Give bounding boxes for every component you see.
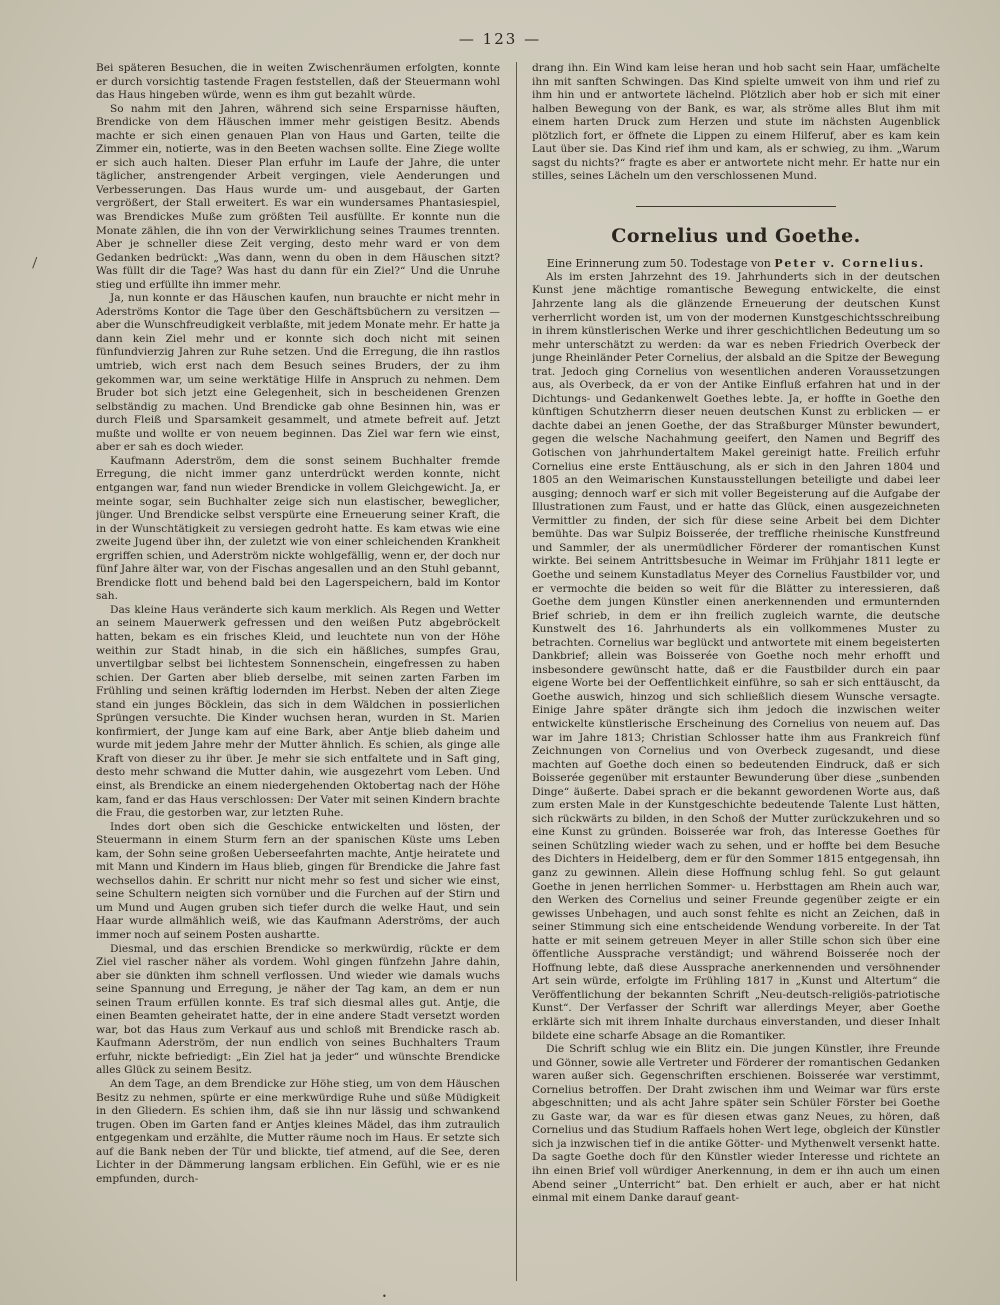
left-paragraph-8: An dem Tage, an dem Brendicke zur Höhe stieg, um von dem Häuschen Besitz zu nehmen, spürte er eine merkwürdige Ruhe und süße Müdigkeit in den Gliedern. Es schien ihm, daß sie ihn nur lässig und schwankend trugen. Oben im Garten fand er Antjes kleines Mädel, das ihm zutraulich entgegenkam und erzählte, die Mutter räume noch im Haus. Er setzte sich auf die Bank neben der Tür und blickte, tief atmend, auf die See, deren Lichter in der Dämmerung langsam erblichen. Ein Gefühl, wie er es nie empfunden, durch- (96, 1078, 500, 1185)
left-paragraph-7: Diesmal, und das erschien Brendicke so merkwürdig, rückte er dem Ziel viel rascher näher als vordem. Wohl gingen fünfzehn Jahre dahin, aber sie dünkten ihm schnell verflossen. Und wieder wie damals wuchs seine Spannung und Erregung, je näher der Tag kam, an dem er nun seinen Traum erfüllen konnte. Es traf sich diesmal alles gut. Antje, die einen Beamten geheiratet hatte, der in eine andere Stadt versetzt worden war, bot das Haus zum Verkauf aus und schloß mit Brendicke rasch ab. Kaufmann Aderström, der nun endlich von seines Buchhalters Traum erfuhr, nickte befriedigt: „Ein Ziel hat ja jeder“ und wünschte Brendicke alles Glück zu seinem Besitz. (96, 942, 500, 1077)
article-subtitle (532, 257, 940, 271)
right-column (532, 62, 940, 1271)
section-divider (636, 206, 836, 207)
article-paragraph-1: Als im ersten Jahrzehnt des 19. Jahrhunderts sich in der deutschen Kunst jene mächtige romantische Bewegung entwickelte, die einst Jahrzente lang als die glänzende Erneuerung der deutschen Kunst verherrlicht worden ist, um von der modernen Kunstgeschichtsschreibung in ihrem künstlerischen Werke und ihrer geschichtlichen Bedeutung um so mehr unterschätzt zu werden: da war es neben Friedrich Overbeck der junge Rheinländer Peter Cornelius, der alsbald an die Spitze der Bewegung trat. Jedoch ging Cornelius von wesentlichen anderen Voraussetzungen aus, als Overbeck, da er von der Antike Einfluß erfahren hat und in der Dichtungs- und Gedankenwelt Goethes lebte. Ja, er hoffte in Goethe den künftigen Schutzherrn dieser neuen deutschen Kunst zu erblicken — er dachte dabei an jenen Goethe, der das Straßburger Münster bewundert, gegen die welsche Nachahmung geeifert, den Namen und Begriff des Gotischen von jahrhundertaltem Makel gereinigt hatte. Freilich erfuhr Cornelius eine erste Enttäuschung, als er sich in den Jahren 1804 und 1805 an den Weimarischen Kunstausstellungen beteiligte und dabei leer ausging; dennoch warf er sich mit voller Begeisterung auf die Aufgabe der Illustrationen zum Faust, und er hatte das Glück, einen ausgezeichneten Vermittler zu finden, der sich für diese seine Arbeit bei dem Dichter bemühte. Das war Sulpiz Boisserée, der treffliche rheinische Kunstfreund und Sammler, der als unermüdlicher Förderer der romantischen Kunst wirkte. Bei seinem Antrittsbesuche in Weimar im Frühjahr 1811 legte er Goethe und seinem Kunstadlatus Meyer des Cornelius Faustbilder vor, und er vermochte die beiden so weit für die Blätter zu interessieren, daß Goethe dem jungen Künstler einen anerkennenden und ermunternden Brief schrieb, in dem er ihn freilich zugleich warnte, die deutsche Kunstwelt des 16. Jahrhunderts als ein vollkommenes Muster zu betrachten. Cornelius war beglückt und antwortete mit einem begeisterten Dankbrief; allein was Boisserée von Goethe noch mehr erhofft und insbesondere gewünscht hatte, daß er die Faustbilder durch ein paar eigene Worte bei der Oeffentlichkeit einführe, so sah er sich enttäuscht, da Goethe auswich, hinzog und sich schließlich diesem Wunsche versagte. Einige Jahre später drängte sich ihm jedoch die inzwischen weiter entwickelte künstlerische Erscheinung des Cornelius von neuem auf. Das war im Jahre 1813; Christian Schlosser hatte ihm aus Frankreich fünf Zeichnungen von Cornelius und von Overbeck zugesandt, und diese machten auf Goethe doch einen so bedeutenden Eindruck, daß er sich Boisserée gegenüber mit erstaunter Bewunderung über diese „sunbenden Dinge“ äußerte. Dabei sprach er die bekannt gewordenen Worte aus, daß zum ersten Male in der Kunstgeschichte bedeutende Talente Lust hätten, sich rückwärts zu bilden, in den Schoß der Mutter zurückzukehren und so eine Kunst zu gründen. Boisserée war froh, das Interesse Goethes für seinen Schützling wieder wach zu sehen, und er hoffte bei dem Besuche des Dichters in Heidelberg, dem er für den Sommer 1815 entgegensah, ihn ganz zu gewinnen. Allein diese Hoffnung schlug fehl. So gut gelaunt Goethe in jenen herrlichen Sommer- u. Herbsttagen am Rhein auch war, den Werken des Cornelius und seiner Freunde gegenüber zeigte er ein gewisses Unbehagen, und auch sonst fehlte es nicht an Zeichen, daß in seiner Stimmung sich eine entscheidende Wendung vorbereite. In der Tat hatte er mit seinem getreuen Meyer in aller Stille schon sich über eine öffentliche Aussprache verständigt; und während Boisserée noch der Hoffnung lebte, daß diese Aussprache anerkennenden und versöhnender Art sein würde, erfolgte im Frühling 1817 in „Kunst und Altertum“ die Veröffentlichung der bekannten Schrift „Neu-deutsch-religiös-patriotische Kunst“. Der Verfasser der Schrift war allerdings Meyer, aber Goethe erklärte sich mit ihrem Inhalte durchaus einverstanden, und dieser Inhalt bildete eine scharfe Absage an die Romantiker. (532, 270, 940, 1042)
article-author: Peter v. Cornelius. (774, 256, 926, 270)
left-paragraph-2: So nahm mit den Jahren, während sich seine Ersparnisse häuften, Brendicke von dem Häuschen immer mehr geistigen Besitz. Abends machte er sich einen genauen Plan von Haus und Garten, teilte die Zimmer ein, notierte, was in den Beeten wachsen sollte. Eine Ziege wollte er sich auch halten. Dieser Plan erfuhr im Laufe der Jahre, die unter täglicher, anstrengender Arbeit vergingen, viele Aenderungen und Verbesserungen. Das Haus wurde um- und ausgebaut, der Garten vergrößert, der Stall erweitert. Es war ein wundersames Phantasiespiel, was Brendickes Muße zum größten Teil ausfüllte. Er konnte nun die Monate zählen, die ihn von der Verwirklichung seines Traumes trennten. Aber je schneller diese Zeit verging, desto mehr ward er von dem Gedanken bedrückt: „Was dann, wenn du oben in dem Häuschen sitzt? Was füllt dir die Tage? Was hast du dann für ein Ziel?“ Und die Unruhe stieg und erfüllte ihn immer mehr. (96, 102, 500, 291)
column-divider (516, 62, 517, 1281)
article-subtitle-text: Eine Erinnerung zum 50. Todestage von (546, 256, 771, 270)
left-column (96, 62, 500, 1271)
left-paragraph-3: Ja, nun konnte er das Häuschen kaufen, nun brauchte er nicht mehr in Aderströms Kontor die Tage über den Geschäftsbüchern zu versitzen — aber die Wunschfreudigkeit verblaßte, mit jedem Monate mehr. Er hatte ja dann kein Ziel mehr und er konnte sich doch nicht mit seinen fünfundvierzig Jahren zur Ruhe setzen. Und die Erregung, die ihn rastlos umtrieb, wich erst nach dem Besuch seines Bruders, der zu ihm gekommen war, um seine werktätige Hilfe in Anspruch zu nehmen. Dem Bruder bot sich jetzt eine Gelegenheit, sich in bescheidenen Grenzen selbständig zu machen. Und Brendicke gab ohne Besinnen hin, was er durch Fleiß und Sparsamkeit gesammelt, und atmete befreit auf. Jetzt mußte und wollte er von neuem beginnen. Das Ziel war fern wie einst, aber er sah es doch wieder. (96, 292, 500, 454)
article-paragraph-2: Die Schrift schlug wie ein Blitz ein. Die jungen Künstler, ihre Freunde und Gönner, sowie alle Vertreter und Förderer der romantischen Gedanken waren außer sich. Gegenschriften erschienen. Boisserée war verstimmt, Cornelius betroffen. Der Draht zwischen ihm und Weimar war fürs erste abgeschnitten; und als acht Jahre später sein Schüler Förster bei Goethe zu Gaste war, da war es für diesen etwas ganz Neues, zu hören, daß Cornelius und das Studium Raffaels hohen Wert lege, obgleich der Künstler sich ja inzwischen tief in die antike Götter- und Mythenwelt versenkt hatte. Da sagte Goethe doch für den Künstler wieder Interesse und richtete an ihn einen Brief voll würdiger Anerkennung, in dem er ihn auch um einen Abend seiner „Unterricht“ bat. Den erhielt er auch, aber er hat nicht einmal mit einem Danke darauf geant- (532, 1043, 940, 1205)
left-paragraph-4: Kaufmann Aderström, dem die sonst seinem Buchhalter fremde Erregung, die nicht immer ganz unterdrückt werden konnte, nicht entgangen war, fand nun wieder Brendicke in vollem Gleichgewicht. Ja, er meinte sogar, sein Buchhalter zeige sich nun elastischer, beweglicher, jünger. Und Brendicke selbst verspürte eine Erneuerung seiner Kraft, die in der Wunschtätigkeit zu versiegen gedroht hatte. Es kam etwas wie eine zweite Jugend über ihn, der zuletzt wie von einer schleichenden Krankheit ergriffen schien, und Aderström nickte wohlgefällig, wenn er, der doch nur fünf Jahre älter war, von der Fischas angesallen und an den Stuhl gebannt, Brendicke flott und behend bald bei den Lagerspeichern, bald im Kontor sah. (96, 454, 500, 603)
page-number: — 123 — (458, 30, 542, 48)
left-paragraph-5: Das kleine Haus veränderte sich kaum merklich. Als Regen und Wetter an seinem Mauerwerk gefressen und den weißen Putz abgebröckelt hatten, bekam es ein frisches Kleid, und leuchtete nun von der Höhe weithin zur Stadt hinab, in die sich ein häßliches, sumpfes Grau, unvertilgbar selbst bei lichtestem Sonnenschein, eingefressen zu haben schien. Der Garten aber blieb derselbe, mit seinen zarten Farben im Frühling und seinen kräftig lodernden im Herbst. Neben der alten Ziege stand ein junges Böcklein, das sich in dem Wäldchen in possierlichen Sprüngen versuchte. Die Kinder wuchsen heran, wurden in St. Marien konfirmiert, der Junge kam auf eine Bark, aber Antje blieb daheim und wurde mit jedem Jahre mehr der Mutter ähnlich. Es schien, als ginge alle Kraft von dieser zu ihr über. Je mehr sie sich entfaltete und in Saft ging, desto mehr schwand die Mutter dahin, wie ausgezehrt vom Leben. Und einst, als Brendicke an einem niedergehenden Oktobertag nach der Höhe kam, fand er das Haus verschlossen: Der Vater mit seinen Kindern brachte die Frau, die gestorben war, zur letzten Ruhe. (96, 603, 500, 820)
article-title: Cornelius und Goethe. (611, 224, 861, 247)
left-paragraph-1: Bei späteren Besuchen, die in weiten Zwischenräumen erfolgten, konnte er durch vorsichtig tastende Fragen feststellen, daß der Steuermann wohl das Haus hingeben würde, wenn es ihm gut bezahlt würde. (96, 62, 500, 102)
margin-pencil-mark (32, 257, 45, 271)
story-ending: drang ihn. Ein Wind kam leise heran und hob sacht sein Haar, umfächelte ihn mit sanften Schwingen. Das Kind spielte umweit von ihm und rief zu ihm hin und er antwortete lächelnd. Plötzlich aber hob er sich mit einer halben Bewegung von der Bank, es war, als ströme alles Blut ihm mit einem harten Druck zum Herzen und stute im nächsten Augenblick plötzlich fort, er öffnete die Lippen zu einem Hilferuf, aber es kam kein Laut über sie. Das Kind rief ihm und kam, als er schwieg, zu ihm. „Warum sagst du nichts?“ fragte es aber er antwortete nicht mehr. Er hatte nur ein stilles, seines Lächeln um den verschlossenen Mund. (532, 62, 940, 183)
left-paragraph-6: Indes dort oben sich die Geschicke entwickelten und lösten, der Steuermann in einem Sturm fern an der spanischen Küste ums Leben kam, der Sohn seine großen Ueberseefahrten machte, Antje heiratete und mit Mann und Kindern im Haus blieb, gingen für Brendicke die Jahre fast wechsellos dahin. Er schritt nur nicht mehr so fest und sicher wie einst, seine Schultern neigten sich vornüber und die Furchen auf der Stirn und um Mund und Augen gruben sich tiefer durch die welke Haut, und sein Haar wurde allmählich weiß, wie das Kaufmann Aderströms, der auch immer noch auf seinem Posten aushartte. (96, 820, 500, 941)
bottom-dot-mark: • (382, 1292, 387, 1301)
